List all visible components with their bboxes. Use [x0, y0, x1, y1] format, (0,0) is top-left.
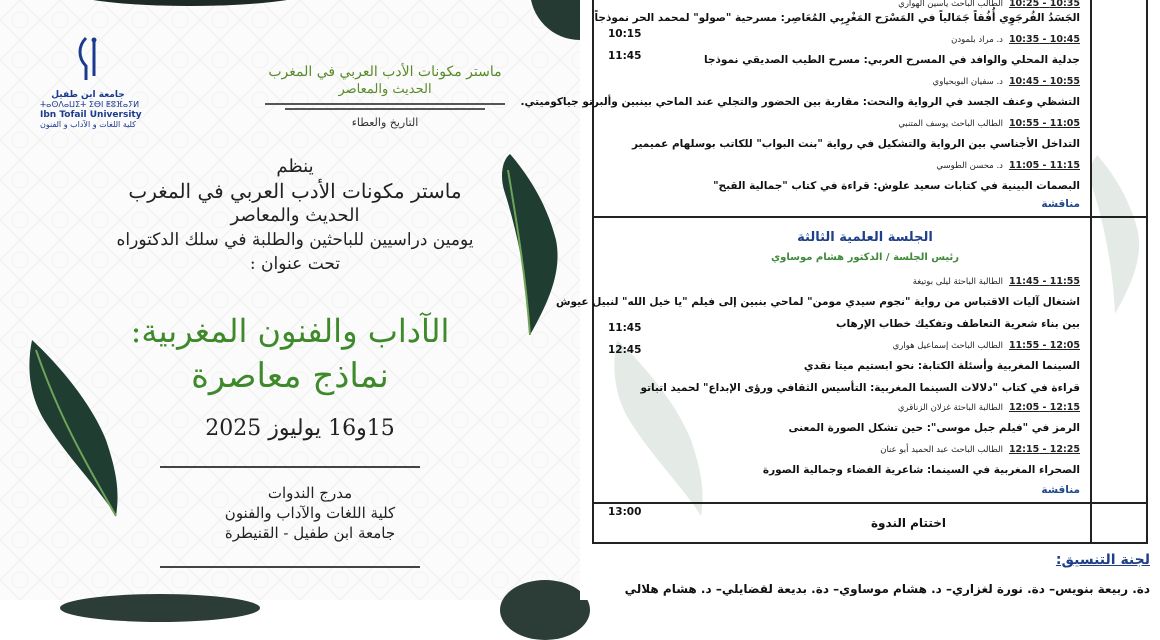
logo-english: Ibn Tofail University	[40, 110, 142, 120]
organizer-line3: الحديث والمعاصر	[230, 205, 360, 226]
talk-title: السينما المغربية وأسئلة الكتابة: نحو ابستيم ميتا نقدي	[803, 360, 1080, 372]
speaker-line: 10:45 - 10:35د. مراد بلمودن	[951, 34, 1080, 45]
organizer-line4: يومين دراسيين للباحثين والطلبة في سلك الدكتوراه	[116, 230, 474, 250]
talk-title: اشتغال آليات الاقتباس من رواية "نجوم سيدي مومن" لماحي بنبين إلى فيلم "يا خيل الله" لنبيل عيوش	[556, 296, 1080, 308]
table-divider	[594, 502, 1146, 504]
talk-title: البصمات البينية في كتابات سعيد علوش: قراءة في كتاب "جمالية القبح"	[713, 180, 1080, 192]
committee-names: دة. ربيعة بنويس– دة. نورة لغزاري– د. هشام موساوي– دة. بديعة لقضايلي– د. هشام هلالي	[624, 582, 1150, 596]
decor-blob	[60, 594, 260, 622]
event-poster	[0, 0, 580, 600]
slot-time: 11:05 - 10:55	[1008, 118, 1080, 129]
talk-title: جدلية المحلي والوافد في المسرح العربي: مسرح الطيب الصديقي نموذجا	[703, 54, 1080, 66]
master-header-line3: التاريخ والعطاء	[351, 116, 419, 129]
logo-amazigh: ⵜⴰⵙⴷⴰⵡⵉⵜ ⵉⴱⵏ ⵟⵓⴼⴰⵢⵍ	[40, 100, 140, 109]
logo-arabic: جامعة ابن طفيل	[51, 90, 125, 100]
slot-time: 10:45 - 10:35	[1008, 34, 1080, 45]
slot-time: 11:15 - 11:05	[1008, 160, 1080, 171]
slot-time: 11:55 - 11:45	[1008, 276, 1080, 287]
speaker-line: 10:55 - 10:45د. سفيان البوبحياوي	[932, 76, 1080, 87]
divider	[265, 103, 505, 105]
session-start-time: 11:45	[608, 322, 642, 334]
organizer-block	[60, 156, 530, 274]
talk-title: بين بناء شعرية التعاطف وتفكيك خطاب الإرهاب	[835, 318, 1080, 330]
speaker-line: 10:35 - 10:25الطالب الباحث ياسين الهواري	[898, 0, 1080, 9]
organizer-line1: ينظم	[276, 156, 314, 177]
event-dates: 15و16 يوليوز 2025	[205, 416, 395, 441]
venue-block	[160, 484, 460, 542]
talk-title: قراءة في كتاب "دلالات السينما المغربية: التأسيس الثقافي ورؤى الإبداع" لحميد اتباتو	[640, 382, 1080, 394]
divider	[160, 566, 420, 568]
slot-time: 12:25 - 12:15	[1008, 444, 1080, 455]
discussion-label: مناقشة	[1041, 198, 1080, 210]
decor-blob	[500, 580, 590, 640]
speaker-line: 11:15 - 11:05د. محسن الطوسي	[936, 160, 1080, 171]
speaker-line: 12:15 - 12:05الطالبة الباحثة غزلان الزناقري	[897, 402, 1080, 413]
venue-line3: جامعة ابن طفيل - القنيطرة	[224, 524, 396, 542]
master-header-line2: الحديث والمعاصر	[338, 82, 432, 97]
session-start-time: 10:15	[608, 28, 642, 40]
closing-time: 13:00	[608, 506, 642, 518]
slot-time: 12:15 - 12:05	[1008, 402, 1080, 413]
program-page	[520, 0, 1160, 600]
logo-faculty: كلية اللغات و الآداب و الفنون	[40, 120, 136, 129]
speaker-line: 11:05 - 10:55الطالب الباحث يوسف المتنبي	[898, 118, 1080, 129]
feather-icon	[490, 150, 570, 340]
talk-title: التشظي وعنف الجسد في الرواية والنحت: مقاربة بين الحضور والتجلي عند الماحي بينبين وألبرتو جياكوميتي.	[520, 96, 1080, 108]
talk-title: الرمز في "فيلم جبل موسى": حين تشكل الصورة المعنى	[788, 422, 1080, 434]
talk-title: الجَسَدُ الفُرجَوِي أُفُقاً جَمَالياً في المَسْرَح المَغْرِبِي المُعَاصِر: مسرحية "صولو" لمحمد الحر نموذجاً	[594, 12, 1080, 24]
organizer-line2: ماستر مكونات الأدب العربي في المغرب	[128, 179, 462, 203]
organizer-line5: تحت عنوان :	[249, 254, 341, 274]
slot-time: 12:05 - 11:55	[1008, 340, 1080, 351]
talk-title: التداخل الأجناسي بين الرواية والتشكيل في رواية "بنت البواب" للكاتب بوسلهام عميمير	[631, 138, 1080, 150]
university-logo	[40, 36, 142, 130]
slot-time: 10:35 - 10:25	[1008, 0, 1080, 9]
discussion-label: مناقشة	[1041, 484, 1080, 496]
venue-line1: مدرج الندوات	[267, 484, 353, 502]
session-end-time: 11:45	[608, 50, 642, 62]
slot-time: 10:55 - 10:45	[1008, 76, 1080, 87]
committee-label: لجنة التنسيق:	[1055, 552, 1150, 568]
table-divider	[1090, 0, 1092, 542]
closing-label: اختتام الندوة	[870, 516, 946, 530]
feather-icon	[20, 330, 130, 520]
master-header	[240, 64, 530, 129]
divider	[160, 466, 420, 468]
session-end-time: 12:45	[608, 344, 642, 356]
talk-title: الصحراء المغربية في السينما: شاعرية الفضاء وجمالية الصورة	[762, 464, 1080, 476]
event-title-line2: نماذج معاصرة	[191, 356, 389, 396]
master-header-line1: ماستر مكونات الأدب العربي في المغرب	[268, 64, 502, 80]
session-chair: رئيس الجلسة / الدكتور هشام موساوي	[770, 252, 959, 263]
program-table	[520, 0, 1148, 544]
speaker-line: 11:55 - 11:45الطالبة الباحثة ليلى بوتيغة	[912, 276, 1080, 287]
event-title-line1: الآداب والفنون المغربية:	[130, 312, 450, 350]
venue-line2: كلية اللغات والآداب والفنون	[224, 504, 396, 522]
session-title: الجلسة العلمية الثالثة	[797, 230, 933, 245]
event-title	[70, 312, 510, 396]
divider	[285, 108, 485, 110]
speaker-line: 12:05 - 11:55الطالب الباحث إسماعيل هواري	[892, 340, 1080, 351]
table-divider	[594, 216, 1146, 218]
speaker-line: 12:25 - 12:15الطالب الباحث عبد الحميد أبو عنان	[880, 444, 1080, 455]
university-emblem-icon	[68, 36, 108, 82]
